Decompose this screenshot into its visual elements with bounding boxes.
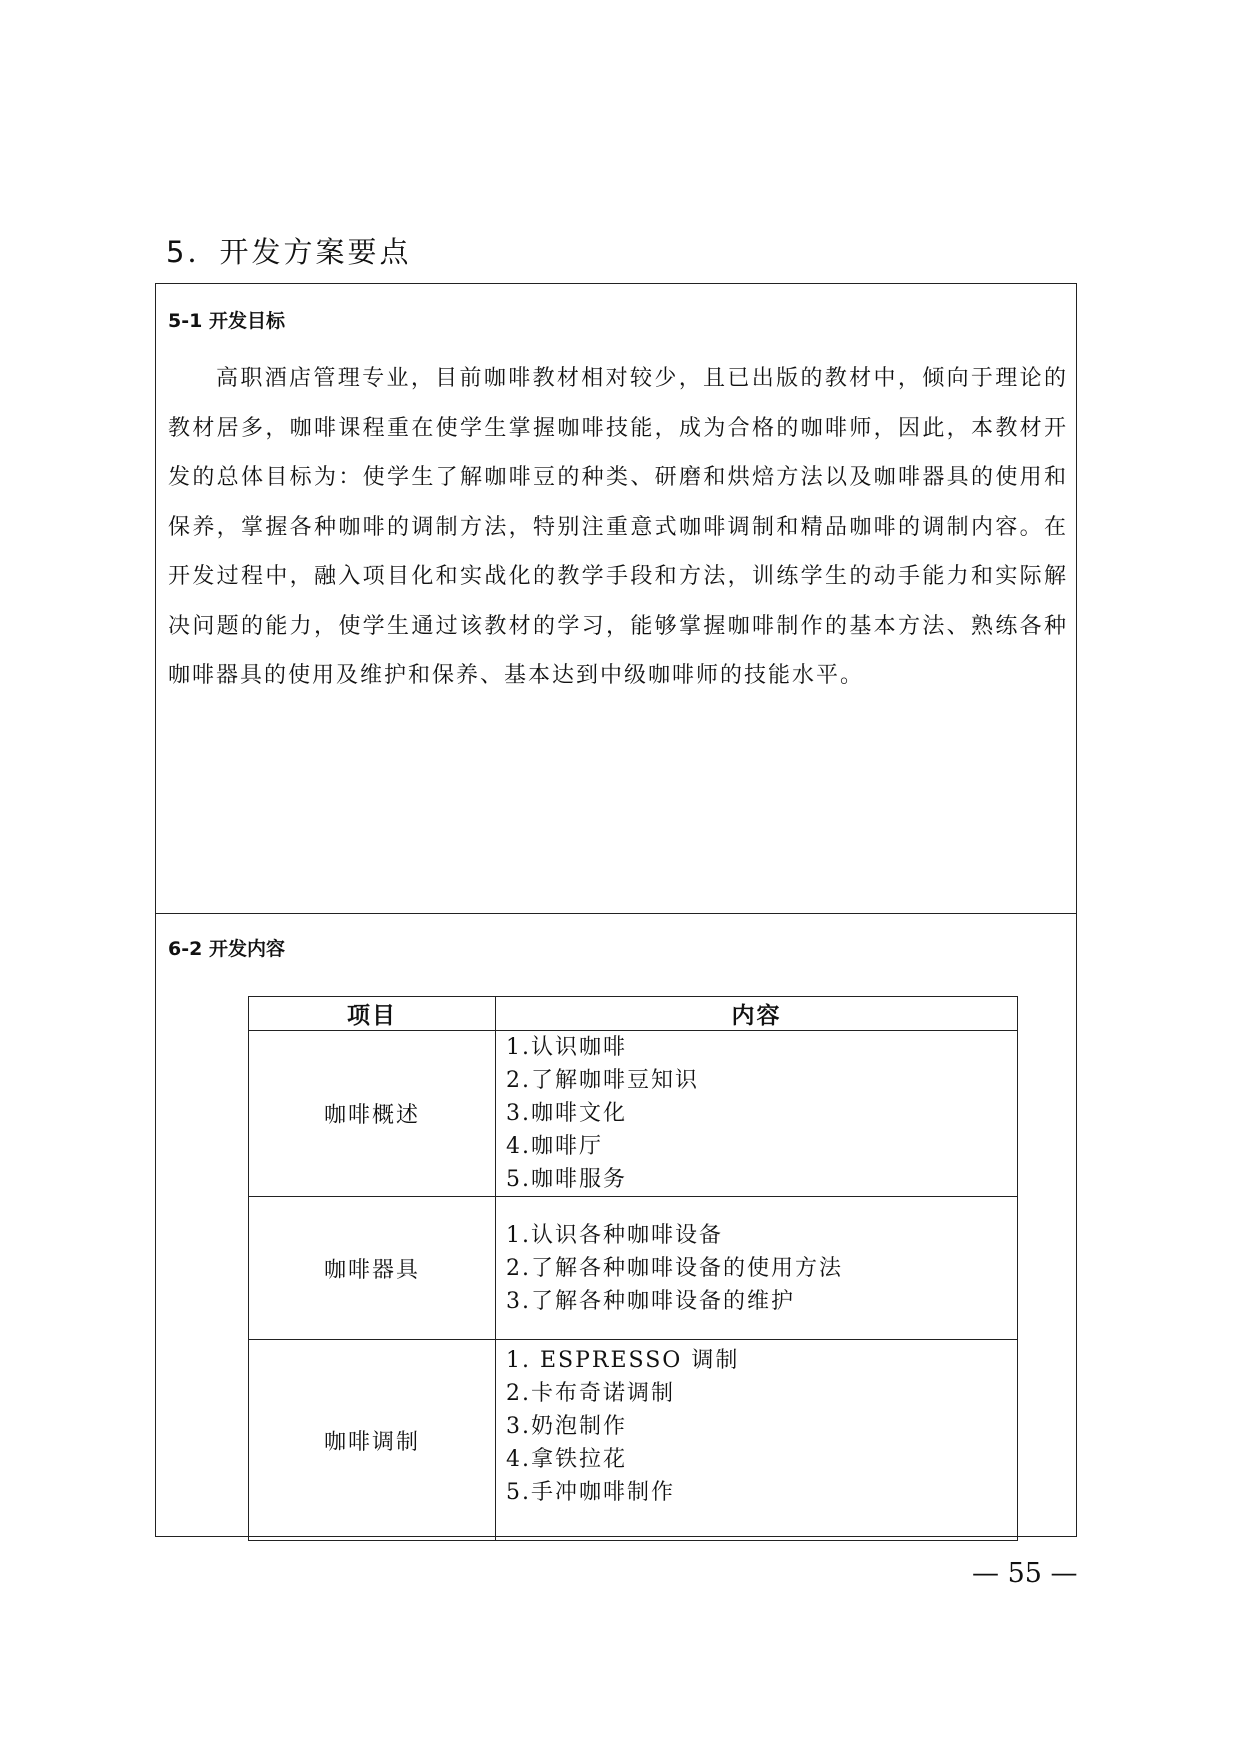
project-cell: 咖啡器具 (249, 1197, 496, 1340)
list-item: 2.卡布奇诺调制 (506, 1381, 675, 1406)
list-item: 1.认识各种咖啡设备 (506, 1222, 723, 1248)
list-item: 5.咖啡服务 (506, 1167, 627, 1192)
list-item: 2.了解各种咖啡设备的使用方法 (506, 1255, 843, 1281)
project-cell: 咖啡概述 (249, 1031, 496, 1197)
page-number: — 55 — (972, 1558, 1078, 1589)
content-heading: 6-2 开发内容 (168, 938, 285, 960)
list-item: 5.手冲咖啡制作 (506, 1480, 675, 1505)
items-cell (496, 1197, 1018, 1340)
list-item: 4.咖啡厅 (506, 1134, 603, 1159)
project-cell: 咖啡调制 (249, 1340, 496, 1541)
plan-frame (155, 283, 1077, 1537)
list-item: 2.了解咖啡豆知识 (506, 1068, 699, 1093)
items-cell (496, 1340, 1018, 1541)
table-row (249, 1031, 1018, 1197)
header-content: 内容 (496, 997, 1018, 1031)
list-item: 1.认识咖啡 (506, 1035, 627, 1060)
items-cell (496, 1031, 1018, 1197)
goal-heading: 5-1 开发目标 (168, 310, 285, 332)
section-title: 5．开发方案要点 (166, 235, 412, 269)
list-item: 3.了解各种咖啡设备的维护 (506, 1288, 795, 1314)
list-item: 1. ESPRESSO 调制 (506, 1348, 740, 1373)
list-item: 3.奶泡制作 (506, 1414, 627, 1439)
table-row (249, 1197, 1018, 1340)
table-header-row (249, 997, 1018, 1031)
header-project: 项目 (249, 997, 496, 1031)
table-row (249, 1340, 1018, 1541)
list-item: 4.拿铁拉花 (506, 1447, 627, 1472)
list-item: 3.咖啡文化 (506, 1101, 627, 1126)
section-divider (156, 913, 1076, 914)
goal-paragraph: 高职酒店管理专业，目前咖啡教材相对较少，且已出版的教材中，倾向于理论的教材居多，咖啡课程重在使学生掌握咖啡技能，成为合格的咖啡师，因此，本教材开发的总体目标为：使学生了解咖啡豆的种类、研磨和烘焙方法以及咖啡器具的使用和保养，掌握各种咖啡的调制方法，特别注重意式咖啡调制和精品咖啡的调制内容。在开发过程中，融入项目化和实战化的教学手段和方法，训练学生的动手能力和实际解决问题的能力，使学生通过该教材的学习，能够掌握咖啡制作的基本方法、熟练各种咖啡器具的使用及维护和保养、基本达到中级咖啡师的技能水平。 (168, 366, 1068, 688)
content-table (248, 996, 1018, 1541)
